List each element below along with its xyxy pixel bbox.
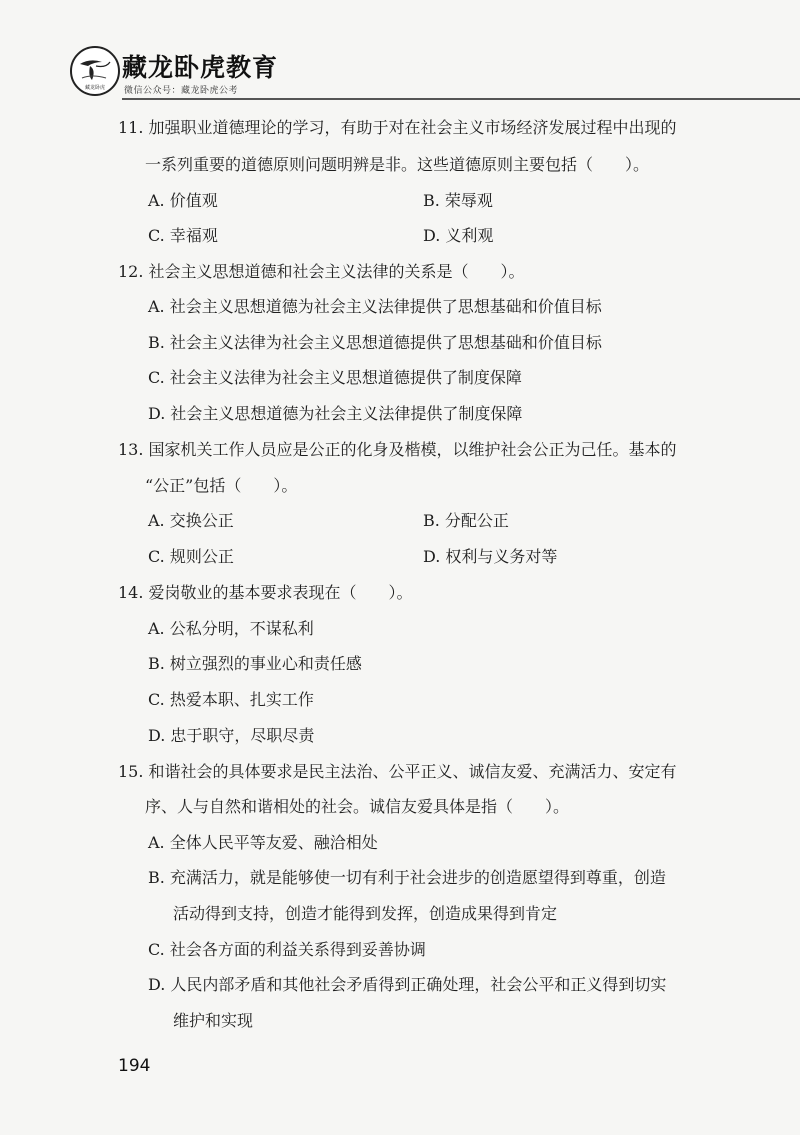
header-divider — [122, 98, 800, 100]
q13-option-d: D. 权利与义务对等 — [423, 547, 558, 566]
q14-option-b: B. 树立强烈的事业心和责任感 — [148, 654, 362, 673]
q15-stem-line1: 15. 和谐社会的具体要求是民主法治、公平正义、诚信友爱、充满活力、安定有 — [118, 762, 677, 781]
q11-stem-line2: 一系列重要的道德原则问题明辨是非。这些道德原则主要包括（ ）。 — [145, 155, 650, 174]
q11-option-b: B. 荣辱观 — [423, 191, 493, 210]
q11-option-c: C. 幸福观 — [148, 226, 218, 245]
q12-option-a: A. 社会主义思想道德为社会主义法律提供了思想基础和价值目标 — [148, 297, 602, 316]
q15-option-a: A. 全体人民平等友爱、融洽相处 — [148, 833, 378, 852]
q13-option-a: A. 交换公正 — [148, 511, 234, 530]
q15-option-b-line1: B. 充满活力，就是能够使一切有利于社会进步的创造愿望得到尊重，创造 — [148, 868, 666, 887]
q12-option-d: D. 社会主义思想道德为社会主义法律提供了制度保障 — [148, 404, 523, 423]
q14-option-c: C. 热爱本职、扎实工作 — [148, 690, 314, 709]
q15-stem-line2: 序、人与自然和谐相处的社会。诚信友爱具体是指（ ）。 — [145, 797, 570, 816]
page-number: 194 — [118, 1056, 151, 1076]
q14-stem-line1: 14. 爱岗敬业的基本要求表现在（ ）。 — [118, 583, 413, 602]
q11-stem-line1: 11. 加强职业道德理论的学习，有助于对在社会主义市场经济发展过程中出现的 — [118, 118, 677, 137]
q13-option-c: C. 规则公正 — [148, 547, 234, 566]
brand-subtitle: 微信公众号：藏龙卧虎公考 — [124, 86, 239, 96]
q13-option-b: B. 分配公正 — [423, 511, 509, 530]
q14-option-d: D. 忠于职守，尽职尽责 — [148, 726, 315, 745]
svg-text:藏龙卧虎: 藏龙卧虎 — [84, 85, 106, 91]
q11-option-d: D. 义利观 — [423, 226, 494, 245]
q12-stem-line1: 12. 社会主义思想道德和社会主义法律的关系是（ ）。 — [118, 262, 525, 281]
q12-option-c: C. 社会主义法律为社会主义思想道德提供了制度保障 — [148, 368, 522, 387]
q14-option-a: A. 公私分明，不谋私利 — [148, 619, 314, 638]
q15-option-b-line2: 活动得到支持，创造才能得到发挥，创造成果得到肯定 — [173, 904, 558, 923]
q11-option-a: A. 价值观 — [148, 191, 218, 210]
q13-stem-line1: 13. 国家机关工作人员应是公正的化身及楷模，以维护社会公正为己任。基本的 — [118, 440, 677, 459]
bird-logo-icon — [72, 48, 118, 94]
page-header — [0, 0, 800, 100]
brand-logo — [70, 46, 120, 96]
brand-name: 藏龙卧虎教育 — [122, 53, 279, 82]
q15-option-d-line1: D. 人民内部矛盾和其他社会矛盾得到正确处理，社会公平和正义得到切实 — [148, 975, 667, 994]
q15-option-d-line2: 维护和实现 — [173, 1011, 254, 1030]
q15-option-c: C. 社会各方面的利益关系得到妥善协调 — [148, 940, 426, 959]
q13-stem-line2: “公正”包括（ ）。 — [145, 476, 298, 495]
q12-option-b: B. 社会主义法律为社会主义思想道德提供了思想基础和价值目标 — [148, 333, 602, 352]
